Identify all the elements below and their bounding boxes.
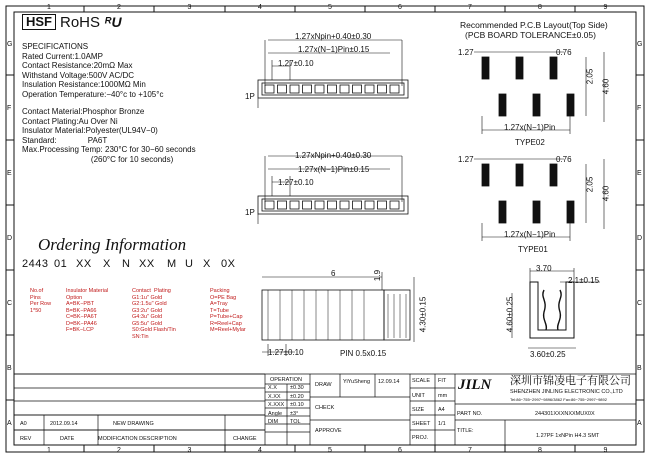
part-no-value: 244301XXXNXXMUX0X: [535, 411, 595, 417]
pcb-padw-top: 0.76: [556, 48, 572, 57]
column-label: 3: [187, 4, 192, 11]
spec-line: Operation Temperature:−40°c to +105°c: [22, 89, 164, 99]
pcb-pitch-bot: 1.27: [458, 155, 474, 164]
sheet-value: 1/1: [438, 421, 446, 427]
pcb-pitch-top: 1.27: [458, 48, 474, 57]
column-label: 3: [187, 447, 192, 454]
size-label: SIZE: [412, 407, 425, 413]
rev-id: A0: [20, 421, 27, 427]
row-label: E: [637, 169, 642, 177]
row-label: D: [637, 234, 643, 242]
column-label: 9: [603, 447, 608, 454]
column-label: 6: [398, 447, 402, 454]
ul-logo: ᴿU: [104, 14, 122, 30]
company-name-en: SHENZHEN JINLING ELECTRONIC CO.,LTD: [510, 389, 623, 395]
proj-label: PROJ.: [412, 435, 429, 441]
legend-insulator: Insulator Material Option A=BK−PBT B=BK−PA66 C=BK−PA6T D=BK−PA46 F=BK−LCP: [66, 288, 109, 333]
column-label: 6: [398, 4, 402, 11]
row-label: G: [7, 40, 13, 48]
ordering-title: Ordering Information: [38, 235, 187, 254]
spec-line: Withstand Voltage:500V AC/DC: [22, 70, 135, 80]
company-logo: JILN: [458, 377, 492, 393]
unit-value: mm: [438, 393, 448, 399]
company-name-cn: 深圳市锦凌电子有限公司: [510, 375, 631, 387]
code-part: XX: [76, 258, 92, 270]
pcb-padw-bot: 0.76: [556, 155, 572, 164]
tol-value: ±0.10: [290, 402, 304, 408]
pcb-type01: TYPE01: [518, 245, 548, 254]
rev-header-rev: REV: [20, 436, 32, 442]
tol-dim: X.XX: [268, 393, 281, 400]
side-pin: PIN 0.5x0.15: [340, 349, 387, 358]
spec-line: Rated Current:1.0AMP: [22, 51, 103, 61]
column-label: 4: [258, 447, 262, 454]
tol-value: ±0.20: [290, 393, 304, 400]
column-label: 8: [538, 447, 542, 454]
tol-dim: X.XXX: [268, 402, 285, 408]
code-part: U: [185, 258, 194, 270]
code-part: 01: [54, 258, 68, 270]
rev-header-date: DATE: [60, 436, 75, 442]
side-dim-total: 4.30±0.15: [418, 296, 428, 333]
material-line: Standard: PA6T: [22, 135, 108, 145]
sheet-label: SHEET: [412, 421, 431, 427]
cross-dim-bottom: 3.60±0.25: [530, 350, 566, 359]
dim-pitch-mid: 1.27±0.10: [278, 178, 314, 187]
code-part: 2443: [22, 258, 49, 270]
tol-dim: DIM: [268, 419, 279, 425]
approve-label: APPROVE: [315, 428, 342, 434]
unit-label: UNIT: [412, 393, 425, 399]
column-label: 8: [538, 4, 542, 11]
pcb-height-bot: 4.60: [601, 185, 611, 202]
pin1-marker-mid: 1P: [245, 208, 255, 217]
spec-line: Insulation Resistance:1000MΩ Min: [22, 80, 146, 89]
size-value: A4: [438, 407, 445, 413]
tol-dim: X.X: [268, 385, 277, 391]
pin1-marker-top: 1P: [245, 92, 255, 101]
scale-value: FIT: [438, 378, 447, 384]
row-label: C: [7, 299, 13, 307]
pcb-height-top: 4.60: [601, 78, 611, 95]
dim-pins-top: 1.27x(N−1)Pin±0.15: [298, 45, 370, 54]
cross-dim-r: 2.1±0.15: [568, 276, 600, 285]
column-label: 1: [47, 4, 51, 11]
side-dim-pitch: 1.27±0.10: [268, 348, 304, 357]
check-label: CHECK: [315, 405, 335, 411]
part-no-label: PART NO.: [457, 411, 483, 417]
row-label: B: [7, 364, 12, 372]
column-label: 2: [117, 4, 121, 11]
code-part: X: [203, 258, 211, 270]
pcb-rowgap-bot: 2.05: [585, 176, 595, 193]
pcb-rowgap-top: 2.05: [585, 68, 595, 85]
draw-date: 12.09.14: [378, 379, 400, 385]
tol-value: ±3°: [290, 410, 299, 417]
row-label: F: [637, 104, 642, 112]
cross-dim-top: 3.70: [536, 264, 552, 273]
pcb-subtitle: (PCB BOARD TOLERANCE±0.05): [465, 30, 596, 40]
column-label: 7: [468, 4, 472, 11]
column-label: 5: [328, 447, 332, 454]
row-label: D: [7, 234, 13, 242]
code-part: X: [103, 258, 111, 270]
legend-packing: Packing O=PE Bag A=Tray T=Tube P=Tube+Cap R=Reel+Cap M=Reel+Mylar: [210, 288, 246, 333]
row-label: C: [637, 299, 643, 307]
draw-label: DRAW: [315, 382, 332, 388]
code-part: N: [122, 258, 131, 270]
row-label: E: [7, 169, 12, 177]
pcb-type02: TYPE02: [515, 138, 545, 147]
row-label: G: [637, 40, 643, 48]
material-line: Max.Processing Temp: 230°C for 30−60 seconds: [22, 145, 196, 154]
title-value: 1.27PF 1xNPin H4.3 SMT: [536, 433, 600, 439]
column-label: 1: [47, 447, 51, 454]
row-label: F: [7, 104, 12, 112]
tol-dim: Angle: [268, 410, 283, 417]
column-label: 2: [117, 447, 121, 454]
rev-header-change: CHANGE: [233, 436, 257, 442]
dim-pitch-top: 1.27±0.10: [278, 59, 314, 68]
rev-desc: NEW DRAWING: [113, 421, 154, 427]
rev-header-desc: MODIFICATION DESCRIPTION: [98, 436, 177, 442]
title-label: TITLE:: [457, 428, 474, 434]
dim-pins-mid: 1.27x(N−1)Pin±0.15: [298, 165, 370, 174]
pcb-title: Recommended P.C.B Layout(Top Side): [460, 20, 608, 30]
row-label: B: [637, 364, 642, 372]
column-label: 7: [468, 447, 472, 454]
column-label: 9: [603, 4, 608, 11]
rohs-logo: RoHS: [60, 13, 101, 31]
company-tel: Tel:86−755−2997−9896/3862 Fax:86−755−2997−9892: [510, 397, 607, 402]
tol-header: OPERATION: [270, 377, 302, 383]
legend-plating: Contact Plating G1:1u" Gold G2:1.5u" Gold G3:2u" Gold G4:3u" Gold G5:5u" Gold S0:Gold Flash/Tin SN:Tin: [132, 288, 176, 340]
material-line: Contact Plating:Au Over Ni: [22, 116, 118, 126]
rev-date: 2012.09.14: [50, 421, 78, 427]
column-label: 5: [328, 4, 332, 11]
drawer-name: YiYuSheng: [343, 379, 371, 385]
row-label: A: [637, 419, 642, 427]
spec-heading: SPECIFICATIONS: [22, 42, 89, 51]
material-line: Insulator Material:Polyester(UL94V−0): [22, 126, 158, 135]
hsf-logo: HSF: [22, 14, 56, 30]
spec-line: Contact Resistance:20mΩ Max: [22, 61, 133, 70]
code-part: XX: [139, 258, 155, 270]
dim-overall-top: 1.27xNpin+0.40±0.30: [295, 32, 372, 41]
tol-value: TOL: [290, 419, 301, 425]
code-part: M: [167, 258, 177, 270]
side-dim-length: 6: [331, 269, 336, 278]
material-line: Contact Material:Phosphor Bronze: [22, 107, 145, 116]
material-line: (260°C for 10 seconds): [22, 154, 174, 164]
code-part: 0X: [221, 258, 236, 270]
side-dim-h: 1.9: [373, 269, 383, 282]
pcb-pins-top: 1.27x(N−1)Pin: [504, 123, 556, 132]
cross-dim-left: 4.60±0.25: [505, 296, 515, 333]
pcb-pins-bot: 1.27x(N−1)Pin: [504, 230, 556, 239]
row-label: A: [7, 419, 12, 427]
legend-pins: No.of Pins Per Row 1*50: [30, 288, 52, 314]
tol-value: ±0.30: [290, 385, 304, 391]
dim-overall-mid: 1.27xNpin+0.40±0.30: [295, 151, 372, 160]
scale-label: SCALE: [412, 378, 431, 384]
column-label: 4: [258, 4, 262, 11]
